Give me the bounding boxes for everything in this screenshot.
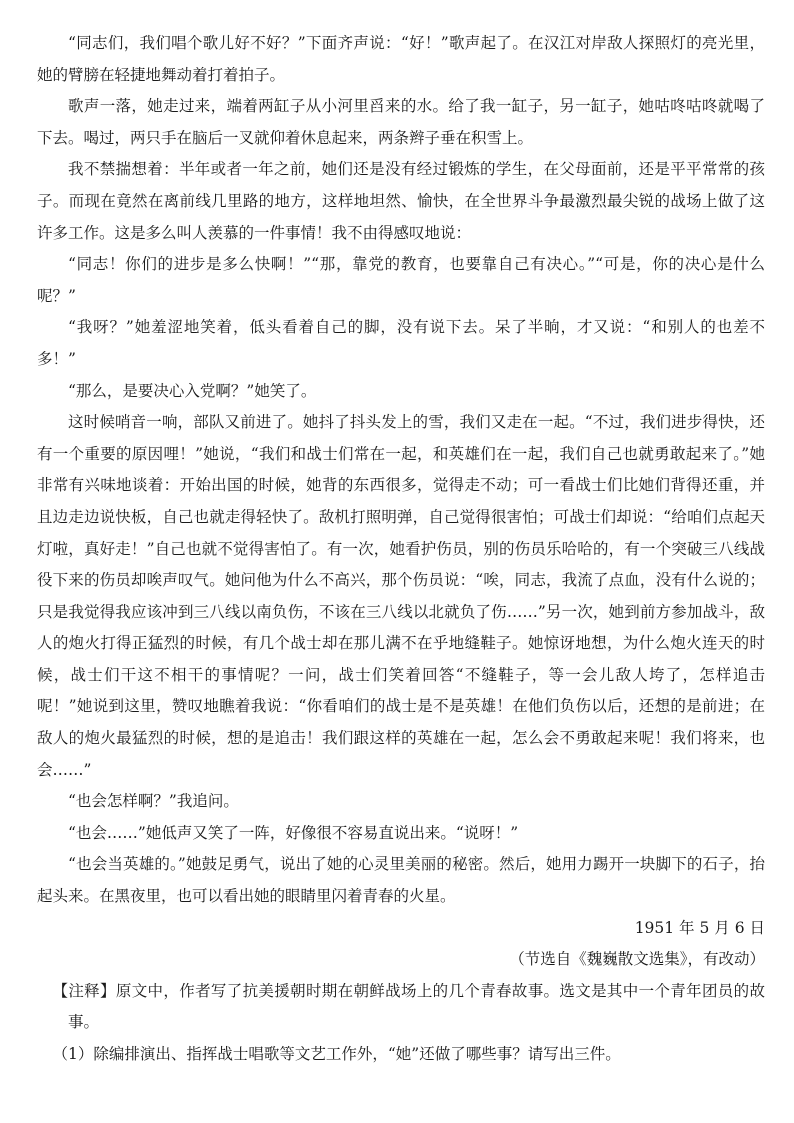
- paragraph-10: “也会当英雄的。”她鼓足勇气，说出了她的心灵里美丽的秘密。然后，她用力踢开一块脚下的石子，抬起头来。在黑夜里，也可以看出她的眼睛里闪着青春的火星。: [37, 855, 765, 906]
- article-source: （节选自《魏巍散文选集》，有改动）: [509, 950, 765, 969]
- article-date: 1951 年 5 月 6 日: [634, 918, 765, 937]
- paragraph-5: “我呀？”她羞涩地笑着，低头看着自己的脚，没有说下去。呆了半晌，才又说：“和别人的也差不多！”: [37, 318, 765, 368]
- paragraph-6: “那么，是要决心入党啊？”她笑了。: [68, 381, 317, 400]
- article-body: [37, 28, 765, 1071]
- paragraph-7: 这时候哨音一响，部队又前进了。她抖了抖头发上的雪，我们又走在一起。“不过，我们进步得快，还有一个重要的原因哩！”她说，“我们和战士们常在一起，和英雄们在一起，我们自己也就勇敢起来了。”她非常有兴味地谈着：开始出国的时候，她背的东西很多，觉得走不动；可一看战士们比她们背得还重，并且边走边说快板，自己也就走得轻快了。敌机打照明弹，自己觉得很害怕；可战士们却说：“给咱们点起天灯啦，真好走！”自己也就不觉得害怕了。有一次，她看护伤员，别的伤员乐哈哈的，有一个突破三八线战役下来的伤员却唉声叹气。她问他为什么不高兴，那个伤员说：“唉，同志，我流了点血，没有什么说的；只是我觉得我应该冲到三八线以南负伤，不该在三八线以北就负了伤……”另一次，她到前方参加战斗，敌人的炮火打得正猛烈的时候，有几个战士却在那儿满不在乎地缝鞋子。她惊讶地想，为什么炮火连天的时候，战士们干这不相干的事情呢？一问，战士们笑着回答“不缝鞋子，等一会儿敌人垮了，怎样追击呢！”她说到这里，赞叹地瞧着我说：“你看咱们的战士是不是英雄！在他们负伤以后，还想的是前进；在敌人的炮火最猛烈的时候，想的是追击！我们跟这样的英雄在一起，怎么会不勇敢起来呢！我们将来，也会……”: [37, 413, 765, 779]
- paragraph-1: “同志们，我们唱个歌儿好不好？”下面齐声说：“好！”歌声起了。在汉江对岸敌人探照灯的亮光里，她的臂膀在轻捷地舞动着打着拍子。: [37, 34, 765, 84]
- paragraph-3: 我不禁揣想着：半年或者一年之前，她们还是没有经过锻炼的学生，在父母面前，还是平平常常的孩子。而现在竟然在离前线几里路的地方，这样地坦然、愉快，在全世界斗争最激烈最尖锐的战场上做了这许多工作。这是多么叫人羡慕的一件事情！我不由得感叹地说：: [37, 160, 765, 242]
- question-1: （1）除编排演出、指挥战士唱歌等文艺工作外，“她”还做了哪些事？请写出三件。: [52, 1045, 621, 1063]
- annotation-note: 【注释】原文中，作者写了抗美援朝时期在朝鲜战场上的几个青春故事。选文是其中一个青年团员的故事。: [52, 981, 765, 1032]
- paragraph-4: “同志！你们的进步是多么快啊！”“那，靠党的教育，也要靠自己有决心。”“可是，你的决心是什么呢？”: [37, 255, 765, 305]
- paragraph-9: “也会……”她低声又笑了一阵，好像很不容易直说出来。“说呀！”: [68, 823, 519, 842]
- paragraph-2: 歌声一落，她走过来，端着两缸子从小河里舀来的水。给了我一缸子，另一缸子，她咕咚咕咚就喝了下去。喝过，两只手在脑后一叉就仰着休息起来，两条辫子垂在积雪上。: [37, 97, 765, 147]
- paragraph-8: “也会怎样啊？”我追问。: [68, 792, 239, 811]
